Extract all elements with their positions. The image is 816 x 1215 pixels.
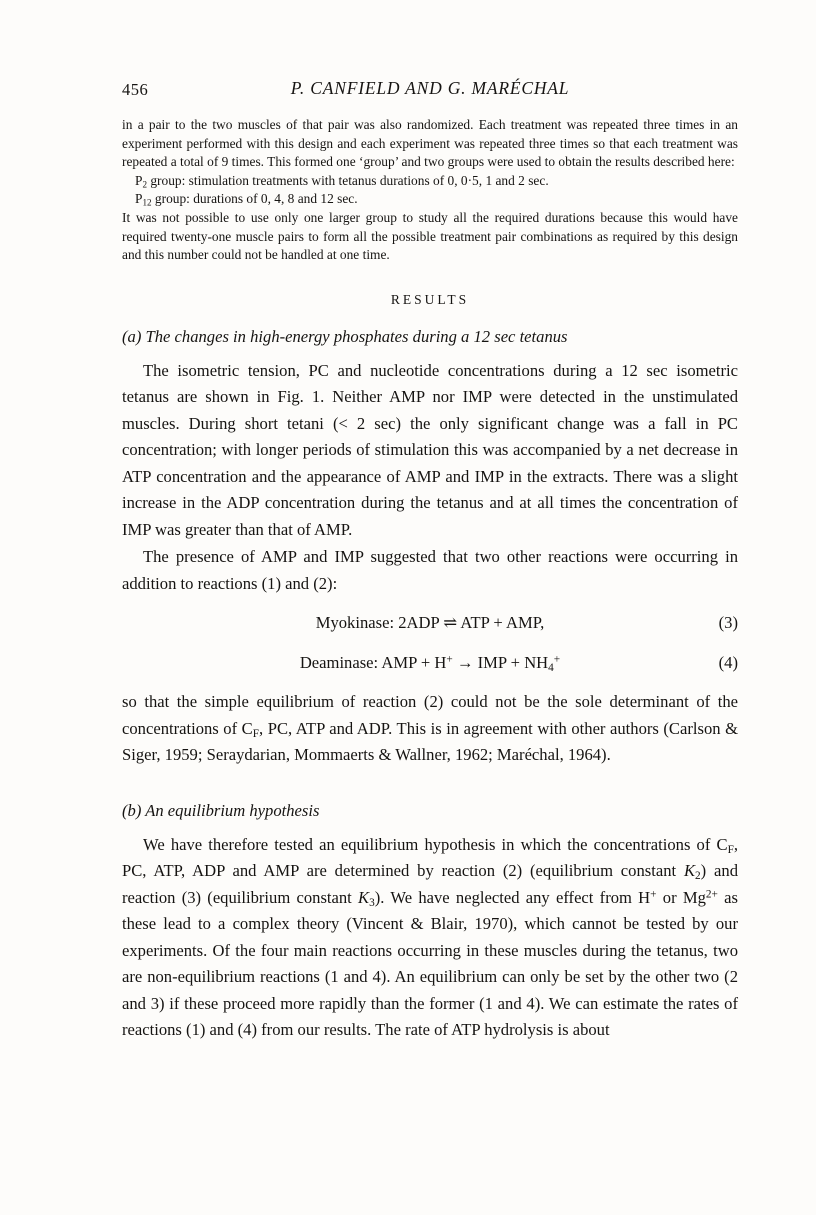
body-paragraph: The presence of AMP and IMP suggested that two other reactions were occurring in addition to reactions (1) and (2):: [122, 547, 738, 593]
methods-continuation: [122, 116, 738, 265]
text-run: 2: [695, 870, 701, 883]
text-run: → IMP + NH: [452, 652, 549, 672]
text-run: P: [135, 172, 143, 188]
text-run: ). We have neglected any effect from H: [374, 887, 651, 907]
page-header: [122, 78, 738, 102]
results-heading: RESULTS: [390, 291, 470, 307]
text-run: , PC, ATP and ADP. This is in agreement with other authors (Carlson & Siger, 1959; Seraydarian, Mommaerts & Wallner, 1962; Maréchal, 1964).: [122, 718, 738, 765]
group-line-p12: [122, 190, 738, 209]
text-run: +: [446, 653, 453, 666]
body-paragraph: [122, 689, 738, 769]
equation-deaminase: [122, 650, 738, 677]
text-run: , PC, ATP, ADP and AMP are determined by reaction (2) (equilibrium constant: [122, 834, 738, 881]
text-run: as these lead to a complex theory (Vincent & Blair, 1970), which cannot be tested by our experiments. Of the four main reactions occurring in these muscles during the tetanus, two are non-equilibrium reactions (1 and 4). An equilibrium can only be set by the other two (2 and 3) if these proceed more rapidly than the former (1 and 4). We can estimate the rates of reactions (1) and (4) from our results. The rate of ATP hydrolysis is about: [122, 887, 738, 1040]
section-b: [122, 801, 738, 1044]
body-paragraph: in a pair to the two muscles of that pair was also randomized. Each treatment was repeated three times in an experiment performed with this design and each experiment was repeated three times so that each treatment was repeated a total of 9 times. This formed one ‘group’ and two groups were used to obtain the results described here:: [122, 117, 738, 170]
text-run: F: [727, 843, 734, 856]
equation-number: (4): [718, 652, 738, 672]
group-line-p2: [122, 172, 738, 191]
body-paragraph: The isometric tension, PC and nucleotide concentrations during a 12 sec isometric tetanus are shown in Fig. 1. Neither AMP nor IMP were detected in the unstimulated muscles. During short tetani (< 2 sec) the only significant change was a fall in PC concentration; with longer periods of stimulation this was accompanied by a net decrease in ATP concentration and the appearance of AMP and IMP in the extracts. There was a slight increase in the ADP concentration during the tetanus and at all times the concentration of IMP was greater than that of AMP.: [122, 360, 738, 539]
text-run: F: [252, 727, 260, 740]
text-run: Myokinase: 2ADP ⇌ ATP + AMP,: [315, 613, 545, 633]
text-run: K: [683, 861, 696, 881]
page-number: 456: [122, 80, 149, 99]
text-run: so that the simple equilibrium of reaction (2) could not be the sole determinant of the concentrations of C: [122, 692, 738, 738]
text-run: ) and reaction (3) (equilibrium constant: [122, 861, 738, 907]
text-run: 12: [142, 197, 152, 208]
text-run: 2: [142, 179, 148, 190]
text-run: 2+: [705, 888, 718, 901]
section-b-heading: (b) An equilibrium hypothesis: [122, 800, 320, 820]
text-run: or Mg: [656, 887, 706, 907]
equation-myokinase: [122, 610, 738, 637]
body-paragraph: It was not possible to use only one larger group to study all the required durations because this would have required twenty-one muscle pairs to form all the possible treatment pair combinations as required by this design and this number could not be handled at one time.: [122, 209, 738, 263]
section-a: [122, 327, 738, 769]
text-run: group: stimulation treatments with tetanus durations of 0, 0·5, 1 and 2 sec.: [147, 172, 549, 188]
text-run: group: durations of 0, 4, 8 and 12 sec.: [151, 191, 358, 207]
equation-body: [300, 653, 560, 672]
body-paragraph: [122, 832, 738, 1044]
text-run: Deaminase: AMP + H: [299, 652, 447, 672]
text-run: +: [553, 653, 561, 666]
section-a-heading: (a) The changes in high-energy phosphates during a 12 sec tetanus: [122, 326, 568, 346]
text-run: P: [135, 191, 143, 207]
equation-body: [316, 613, 545, 632]
text-run: +: [650, 888, 657, 901]
text-run: K: [358, 887, 370, 907]
equation-number: (3): [718, 613, 738, 633]
text-run: 4: [548, 661, 554, 674]
running-title: P. CANFIELD AND G. MARÉCHAL: [290, 78, 570, 98]
text-run: We have therefore tested an equilibrium hypothesis in which the concentrations of C: [143, 834, 728, 854]
text-run: 3: [369, 896, 375, 909]
